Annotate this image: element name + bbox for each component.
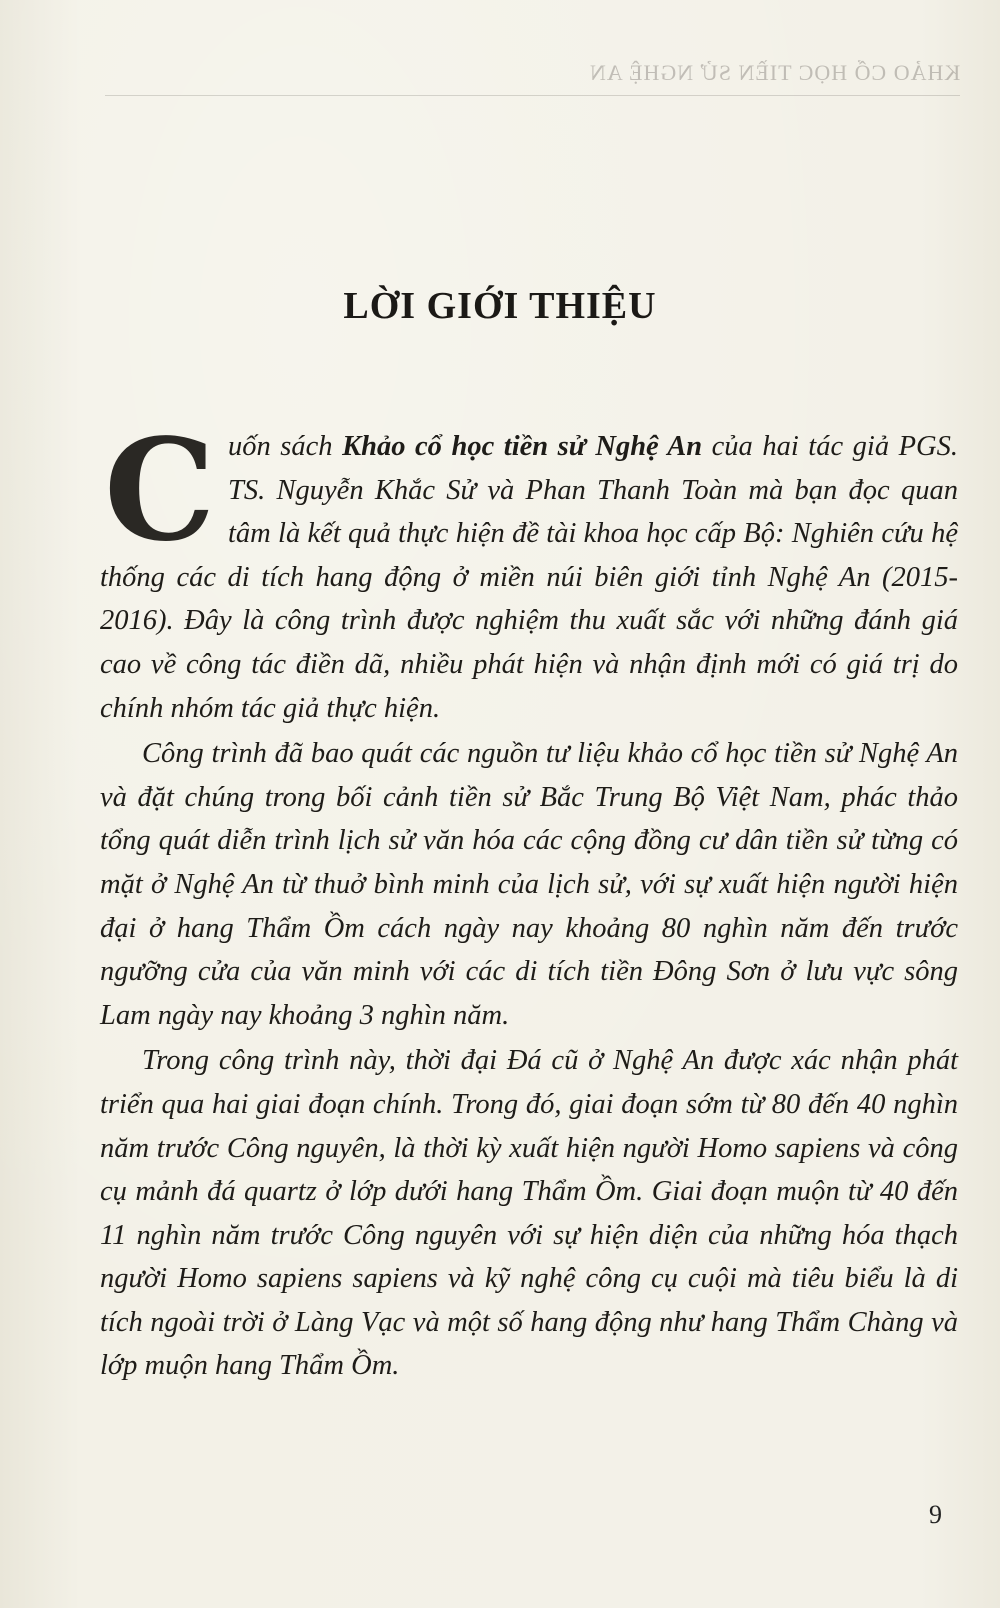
paragraph-1 — [100, 409, 959, 730]
running-header-bleed-through: KHẢO CỔ HỌC TIỀN SỬ NGHỆ AN — [588, 60, 960, 85]
page-number: 9 — [929, 1500, 942, 1529]
paragraph-2: Công trình đã bao quát các nguồn tư liệu khảo cổ học tiền sử Nghệ An và đặt chúng trong bối cảnh tiền sử Bắc Trung Bộ Việt Nam, phác thảo tổng quát diễn trình lịch sử văn hóa các cộng đồng cư dân tiền sử từng có mặt ở Nghệ An từ thuở bình minh của lịch sử, với sự xuất hiện người hiện đại ở hang Thẩm Ồm cách ngày nay khoảng 80 nghìn năm đến trước ngưỡng cửa của văn minh với các di tích tiền Đông Sơn ở lưu vực sông Lam ngày nay khoảng 3 nghìn năm. — [100, 738, 958, 1031]
chapter-title: LỜI GIỚI THIỆU — [343, 285, 657, 327]
body-text — [100, 409, 959, 1390]
drop-cap-letter: C — [104, 409, 216, 573]
paragraph-1-rest: của hai tác giả PGS. TS. Nguyễn Khắc Sử và Phan Thanh Toàn mà bạn đọc quan tâm là kết quả thực hiện đề tài khoa học cấp Bộ: Nghiên cứu hệ thống các di tích hang động ở miền núi biên giới tỉnh Nghệ An (2015-2016). Đây là công trình được nghiệm thu xuất sắc với những đánh giá cao về công tác điền dã, nhiều phát hiện và nhận định mới có giá trị do chính nhóm tác giả thực hiện. — [100, 431, 959, 724]
drop-cap-box — [100, 409, 220, 573]
paragraph-3: Trong công trình này, thời đại Đá cũ ở Nghệ An được xác nhận phát triển qua hai giai đoạn chính. Trong đó, giai đoạn sớm từ 80 đến 40 nghìn năm trước Công nguyên, là thời kỳ xuất hiện người Homo sapiens và công cụ mảnh đá quartz ở lớp dưới hang Thẩm Ồm. Giai đoạn muộn từ 40 đến 11 nghìn năm trước Công nguyên với sự hiện diện của những hóa thạch người Homo sapiens sapiens và kỹ nghệ công cụ cuội mà tiêu biểu là di tích ngoài trời ở Làng Vạc và một số hang động như hang Thẩm Chàng và lớp muộn hang Thẩm Ồm. — [100, 1045, 958, 1382]
paragraph-1-intro: uốn sách — [228, 431, 343, 462]
book-title-emphasis: Khảo cổ học tiền sử Nghệ An — [342, 431, 703, 462]
header-rule — [105, 95, 960, 96]
